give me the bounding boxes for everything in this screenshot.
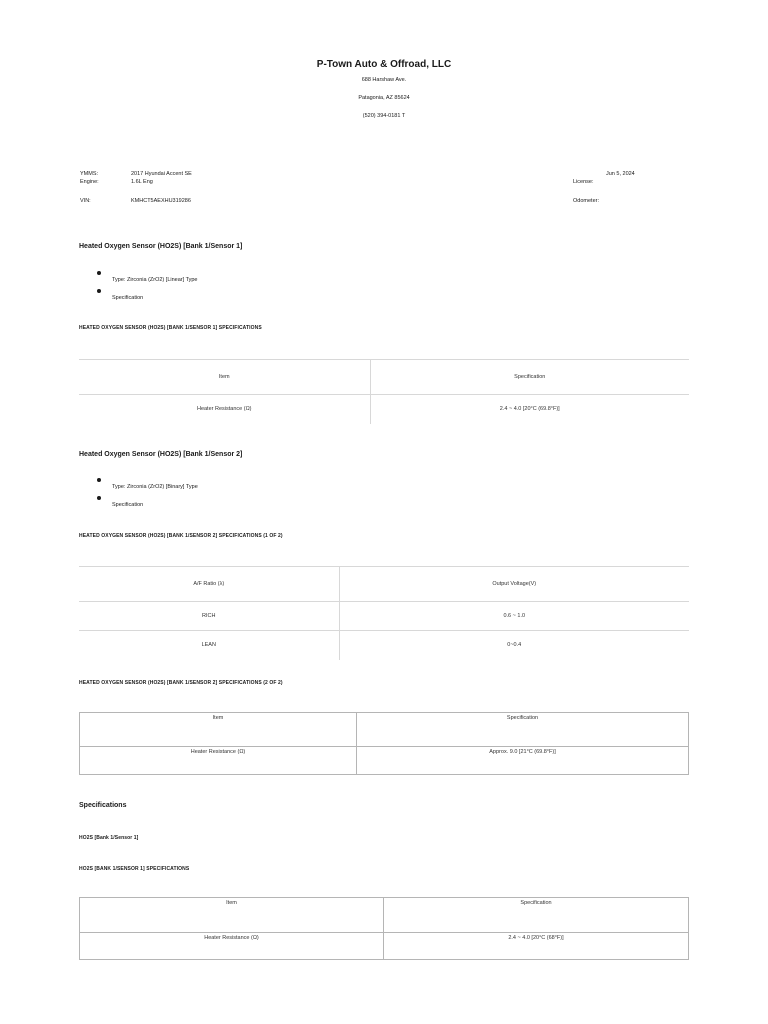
section2-resistance-table [79,712,689,775]
table-cell: 0~0.4 [339,631,689,660]
table-row [80,933,689,960]
vin-label: VIN: [80,198,91,204]
section1-bullet-spec: Specification [112,295,144,301]
odometer-label: Odometer: [573,198,599,204]
section3-title: Specifications [79,802,127,809]
section2-voltage-table [79,566,689,660]
engine-value: 1.6L Eng [131,179,153,185]
table-header-af-ratio: A/F Ratio (λ) [79,567,339,602]
table-header-row [79,360,689,395]
table-header-spec: Specification [370,360,689,395]
engine-label: Engine: [80,179,99,185]
table-cell: 2.4 ~ 4.0 [20°C (68°F)] [384,933,689,960]
shop-phone: (520) 394-0181 T [362,113,406,119]
table-cell: RICH [79,602,339,631]
section2-bullet-type: Type: Zirconia (ZrO2) [Binary] Type [112,484,198,490]
table-header-row [80,898,689,933]
shop-address-line2: Patagonia, AZ 85624 [358,95,410,101]
section2-table1-caption: HEATED OXYGEN SENSOR (HO2S) [BANK 1/SENSOR 2] SPECIFICATIONS (1 OF 2) [79,533,283,539]
bullet-dot [97,478,101,482]
table-cell: Heater Resistance (Ω) [80,747,357,775]
table-cell: LEAN [79,631,339,660]
table-header-spec: Specification [357,713,689,747]
bullet-dot [97,271,101,275]
table-header-row [79,567,689,602]
table-header-spec: Specification [384,898,689,933]
section3-table-caption: HO2S [BANK 1/SENSOR 1] SPECIFICATIONS [79,866,190,872]
bullet-dot [97,289,101,293]
section3-spec-table [79,897,689,960]
table-header-item: Item [80,898,384,933]
shop-name: P-Town Auto & Offroad, LLC [316,59,452,70]
ymms-value: 2017 Hyundai Accent SE [131,171,192,177]
license-label: License: [573,179,594,185]
table-header-item: Item [79,360,370,395]
vin-value: KMHCT5AEXHU319286 [131,198,191,204]
table-cell: Approx. 9.0 [21°C (69.8°F)] [357,747,689,775]
table-row [79,602,689,631]
report-date: Jun 5, 2024 [606,171,635,177]
section2-title: Heated Oxygen Sensor (HO2S) [Bank 1/Sensor 2] [79,451,243,458]
table-cell: Heater Resistance (Ω) [80,933,384,960]
section1-bullet-type: Type: Zirconia (ZrO2) [Linear] Type [112,277,198,283]
shop-address-line1: 688 Harshaw Ave. [361,77,407,83]
table-cell: 0.6 ~ 1.0 [339,602,689,631]
table-header-item: Item [80,713,357,747]
table-header-row [80,713,689,747]
table-cell: 2.4 ~ 4.0 [20°C (69.8°F)] [370,395,689,424]
table-header-output-voltage: Output Voltage(V) [339,567,689,602]
table-row [80,747,689,775]
section1-table-caption: HEATED OXYGEN SENSOR (HO2S) [BANK 1/SENSOR 1] SPECIFICATIONS [79,325,262,331]
table-row [79,631,689,660]
table-row [79,395,689,424]
bullet-dot [97,496,101,500]
section1-spec-table [79,359,689,424]
table-cell: Heater Resistance (Ω) [79,395,370,424]
section1-title: Heated Oxygen Sensor (HO2S) [Bank 1/Sensor 1] [79,243,243,250]
section3-subtitle: HO2S [Bank 1/Sensor 1] [79,835,139,841]
ymms-label: YMMS: [80,171,99,177]
section2-table2-caption: HEATED OXYGEN SENSOR (HO2S) [BANK 1/SENSOR 2] SPECIFICATIONS (2 OF 2) [79,680,283,686]
section2-bullet-spec: Specification [112,502,144,508]
